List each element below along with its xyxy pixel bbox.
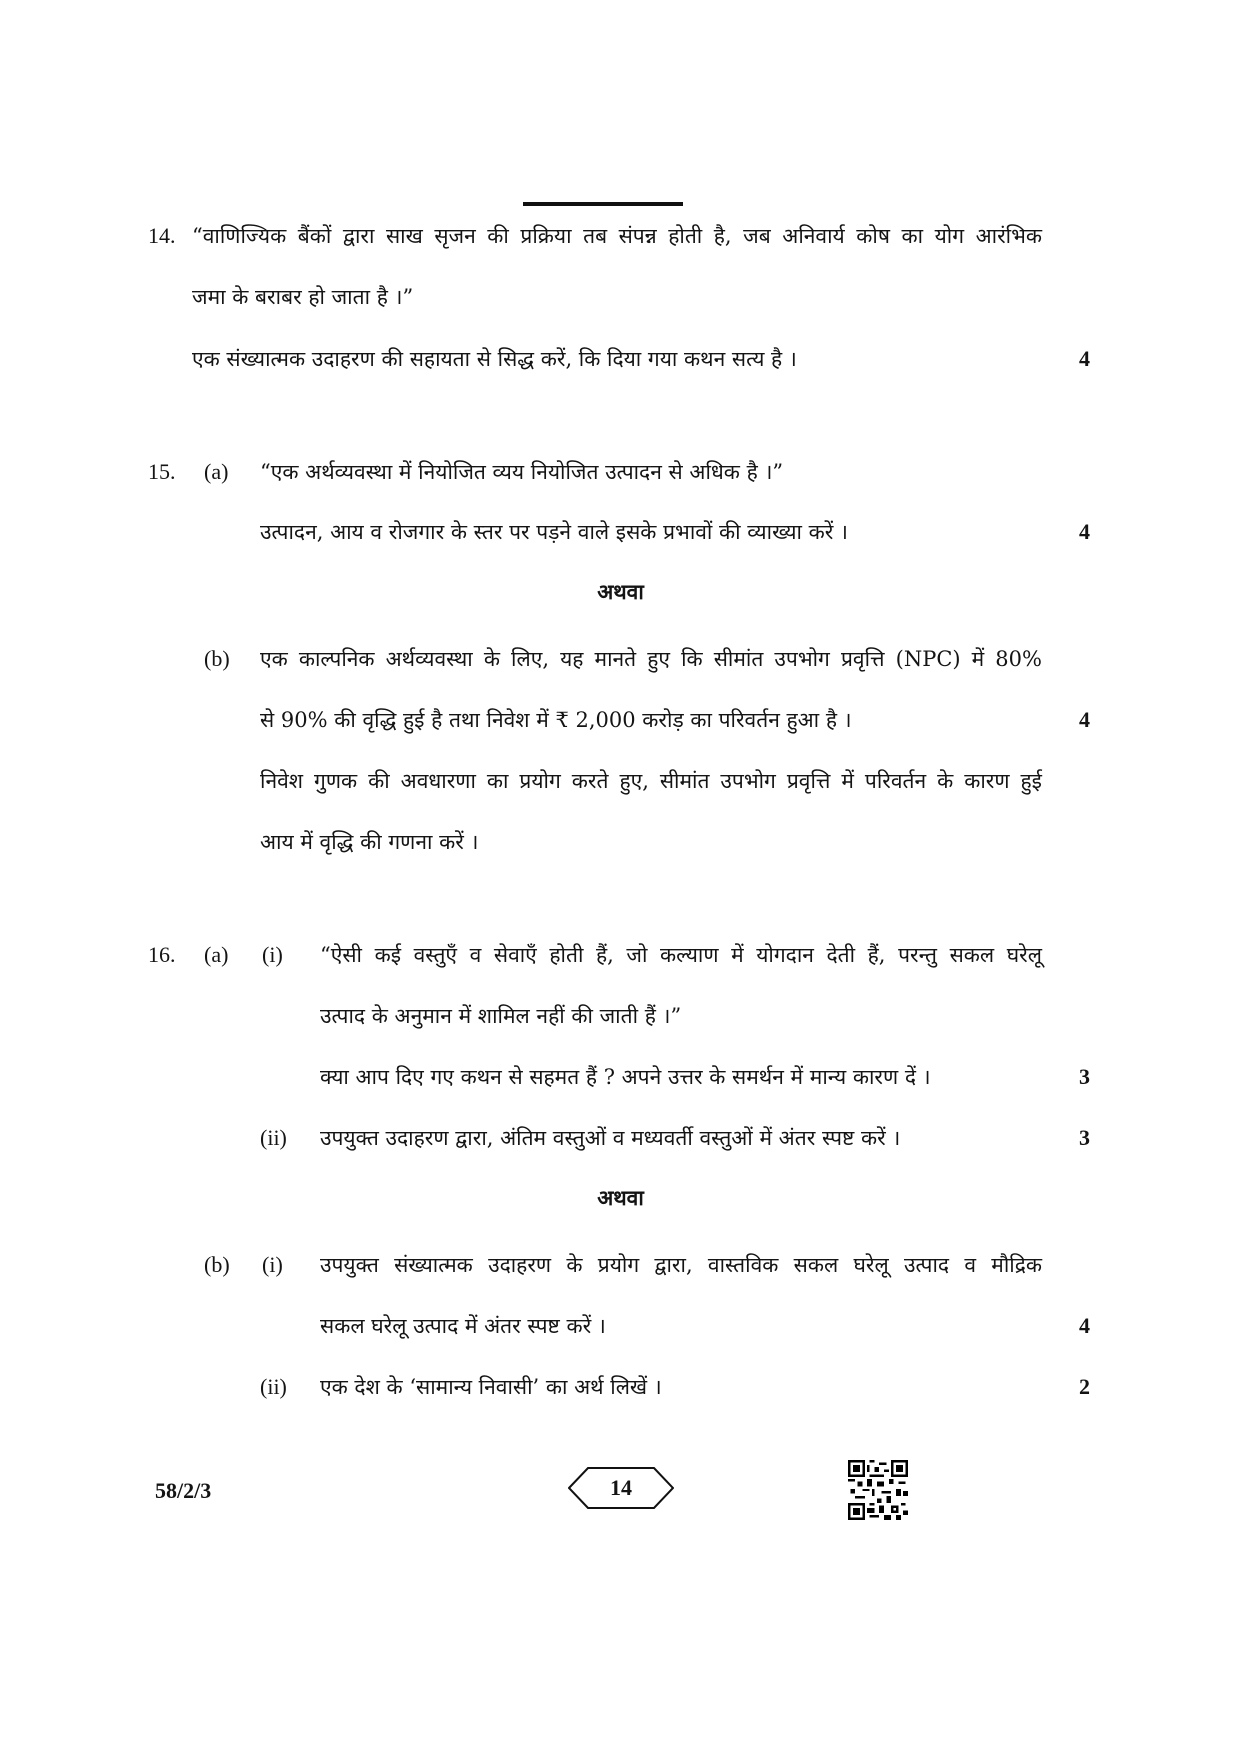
question-15a-label: (a)	[204, 459, 229, 484]
question-16a-ii-marks: 3	[1079, 1125, 1090, 1150]
question-15-or-label: अथवा	[597, 579, 644, 604]
question-16-or-label: अथवा	[597, 1185, 644, 1210]
question-14-line-2: जमा के बराबर हो जाता है ।”	[192, 285, 414, 309]
question-16a-ii-line-1: उपयुक्त उदाहरण द्वारा, अंतिम वस्तुओं व मध्यवर्ती वस्तुओं में अंतर स्पष्ट करें ।	[320, 1126, 901, 1150]
question-15a-marks: 4	[1079, 519, 1090, 544]
question-16a-i-line-1: “ऐसी कई वस्तुएँ व सेवाएँ होती हैं, जो कल्याण में योगदान देती हैं, परन्तु सकल घरेलू	[320, 943, 1042, 967]
question-16b-i-line-2: सकल घरेलू उत्पाद में अंतर स्पष्ट करें ।	[320, 1314, 606, 1338]
question-16b-i-marks: 4	[1079, 1313, 1090, 1338]
question-16a-ii-label: (ii)	[260, 1125, 287, 1150]
question-16b-label: (b)	[204, 1252, 230, 1277]
question-16b-ii-line-1: एक देश के ‘सामान्य निवासी’ का अर्थ लिखें ।	[320, 1375, 662, 1399]
question-14-number: 14.	[148, 223, 176, 248]
question-15b-line-1: एक काल्पनिक अर्थव्यवस्था के लिए, यह मानते हुए कि सीमांत उपभोग प्रवृत्ति (NPC) में 80%	[260, 647, 1042, 671]
page-number-badge	[568, 1466, 674, 1510]
question-15a-line-1: “एक अर्थव्यवस्था में नियोजित व्यय नियोजित उत्पादन से अधिक है ।”	[260, 460, 784, 484]
question-16a-i-line-3: क्या आप दिए गए कथन से सहमत हैं ? अपने उत्तर के समर्थन में मान्य कारण दें ।	[320, 1065, 931, 1089]
question-15b-marks: 4	[1079, 707, 1090, 732]
question-16b-ii-marks: 2	[1079, 1374, 1090, 1399]
question-14-marks: 4	[1079, 346, 1090, 371]
question-15b-label: (b)	[204, 646, 230, 671]
qr-code-icon	[848, 1460, 908, 1520]
question-15b-line-4: आय में वृद्धि की गणना करें ।	[260, 830, 479, 854]
question-15b-line-2: से 90% की वृद्धि हुई है तथा निवेश में ₹ 2,000 करोड़ का परिवर्तन हुआ है ।	[260, 708, 852, 732]
question-16b-ii-label: (ii)	[260, 1374, 287, 1399]
page-number: 14	[610, 1475, 632, 1500]
question-16-number: 16.	[148, 942, 176, 967]
question-16b-i-label: (i)	[262, 1252, 283, 1277]
top-divider	[523, 202, 683, 206]
question-16a-label: (a)	[204, 942, 229, 967]
question-15-number: 15.	[148, 459, 176, 484]
question-16b-i-line-1: उपयुक्त संख्यात्मक उदाहरण के प्रयोग द्वारा, वास्तविक सकल घरेलू उत्पाद व मौद्रिक	[320, 1253, 1042, 1277]
question-16a-i-label: (i)	[262, 942, 283, 967]
paper-code: 58/2/3	[155, 1478, 212, 1503]
question-15a-line-2: उत्पादन, आय व रोजगार के स्तर पर पड़ने वाले इसके प्रभावों की व्याख्या करें ।	[260, 520, 849, 544]
question-16a-i-marks: 3	[1079, 1064, 1090, 1089]
question-15b-line-3: निवेश गुणक की अवधारणा का प्रयोग करते हुए, सीमांत उपभोग प्रवृत्ति में परिवर्तन के कारण हुई	[260, 769, 1042, 793]
question-14-line-3: एक संख्यात्मक उदाहरण की सहायता से सिद्ध करें, कि दिया गया कथन सत्य है ।	[192, 347, 797, 371]
question-16a-i-line-2: उत्पाद के अनुमान में शामिल नहीं की जाती हैं ।”	[320, 1004, 682, 1028]
question-14-line-1: “वाणिज्यिक बैंकों द्वारा साख सृजन की प्रक्रिया तब संपन्न होती है, जब अनिवार्य कोष का योग आरंभिक	[192, 224, 1042, 248]
